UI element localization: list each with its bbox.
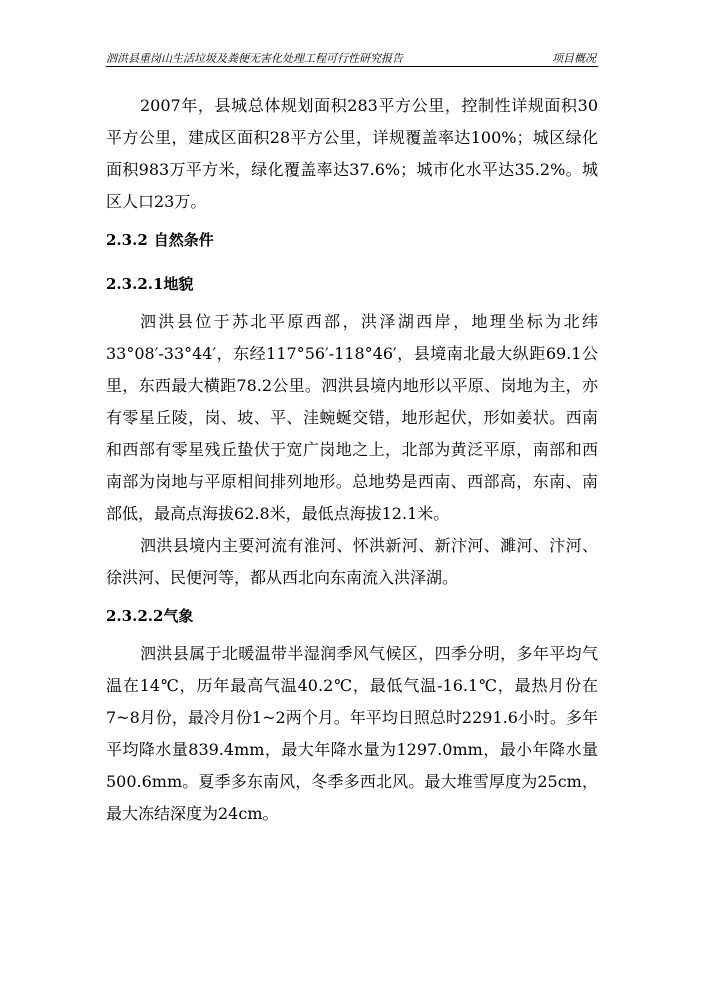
header-report-title: 泗洪县重岗山生活垃圾及粪便无害化处理工程可行性研究报告 [106, 52, 403, 65]
heading-landform: 2.3.2.1地貌 [106, 275, 194, 293]
header-section-title: 项目概况 [552, 52, 596, 65]
paragraph-landform: 泗洪县位于苏北平原西部，洪泽湖西岸，地理坐标为北纬33°08′-33°44′，东经117°56′-118°46′，县境南北最大纵距69.1公里，东西最大横距78.2公里。泗洪县境内地形以平原、岗地为主，亦有零星丘陵，岗、坡、平、洼蜿蜒交错，地形起伏，形如姜状。西南和西部有零星残丘蛰伏于宽广岗地之上，北部为黄泛平原，南部和西南部为岗地与平原相间排列地形。总地势是西南、西部高，东南、南部低，最高点海拔62.8米，最低点海拔12.1米。 [106, 312, 598, 523]
document-body [106, 90, 598, 830]
heading-climate: 2.3.2.2气象 [106, 607, 194, 625]
paragraph-climate: 泗洪县属于北暖温带半湿润季风气候区，四季分明，多年平均气温在14℃，历年最高气温40.2℃，最低气温-16.1℃，最热月份在7~8月份，最冷月份1~2两个月。年平均日照总时2291.6小时。多年平均降水量839.4mm，最大年降水量为1297.0mm，最小年降水量500.6mm。夏季多东南风，冬季多西北风。最大堆雪厚度为25cm，最大冻结深度为24cm。 [106, 644, 598, 823]
paragraph-urban-planning: 2007年，县城总体规划面积283平方公里，控制性详规面积30平方公里，建成区面积28平方公里，详规覆盖率达100%；城区绿化面积983万平方米，绿化覆盖率达37.6%；城市化水平达35.2%。城区人口23万。 [106, 96, 598, 211]
paragraph-rivers: 泗洪县境内主要河流有淮河、怀洪新河、新汴河、濉河、汴河、徐洪河、民便河等，都从西北向东南流入洪泽湖。 [106, 536, 598, 587]
heading-natural-conditions-title: 自然条件 [153, 231, 214, 249]
heading-natural-conditions-number: 2.3.2 [106, 231, 148, 249]
heading-natural-conditions [106, 218, 598, 262]
page-header [106, 46, 598, 67]
